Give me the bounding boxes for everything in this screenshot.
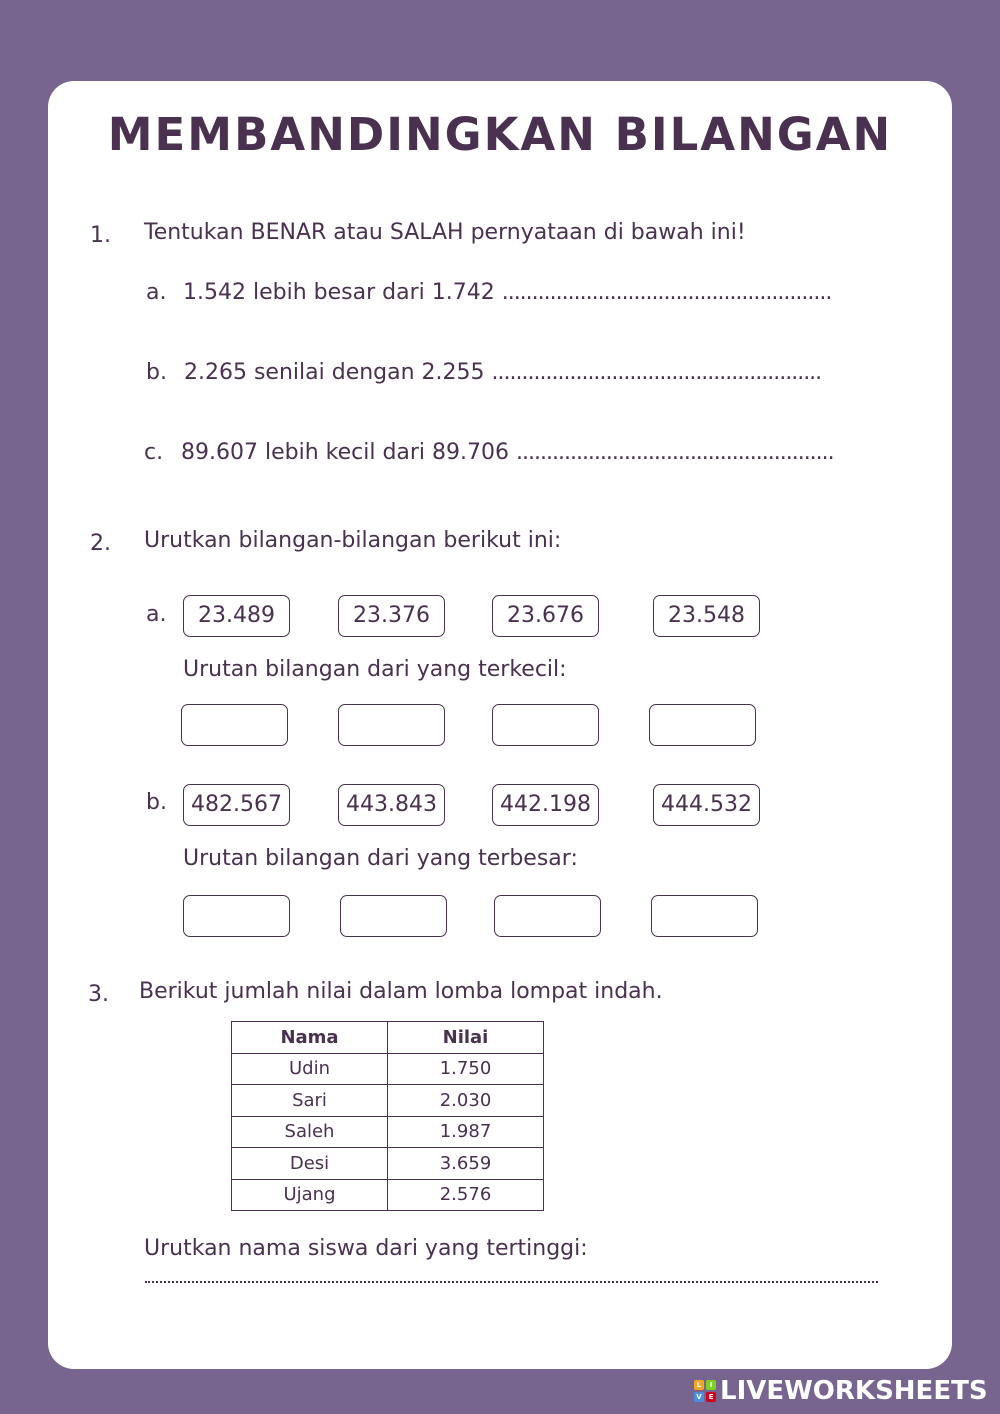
table-cell-name: Sari [232,1085,388,1117]
q2b-number-box: 443.843 [338,784,445,826]
q3-prompt: Berikut jumlah nilai dalam lomba lompat indah. [139,979,663,1004]
q1-item-a-answer-line[interactable]: ....................................................... [501,280,832,305]
q2a-answer-box-4[interactable] [649,704,756,746]
q2b-label: b. [146,790,167,815]
q2-prompt: Urutkan bilangan-bilangan berikut ini: [144,528,562,553]
q1-item-c-text: 89.607 lebih kecil dari 89.706 [181,440,510,465]
q1-number: 1. [90,223,111,248]
table-row [232,1116,544,1148]
table-cell-score: 2.576 [388,1179,544,1211]
q1-item-b-label: b. [146,360,167,385]
q3-number: 3. [88,982,109,1007]
table-cell-score: 1.750 [388,1053,544,1085]
logo-icon [694,1380,716,1402]
q2b-answer-box-4[interactable] [651,895,758,937]
table-cell-name: Desi [232,1148,388,1180]
logo-letter: E [706,1392,716,1402]
logo-letter: L [694,1380,704,1390]
logo-letter: I [706,1380,716,1390]
table-cell-score: 3.659 [388,1148,544,1180]
q1-item-b-statement [184,360,821,385]
q2a-number-box: 23.376 [338,595,445,637]
table-header-row [232,1022,544,1054]
q1-item-a-text: 1.542 lebih besar dari 1.742 [183,280,495,305]
q2a-answer-box-2[interactable] [338,704,445,746]
table-header-score: Nilai [388,1022,544,1054]
table-cell-score: 2.030 [388,1085,544,1117]
q2a-answer-box-1[interactable] [181,704,288,746]
page-title: MEMBANDINGKAN BILANGAN [107,108,893,161]
q2b-instruction: Urutan bilangan dari yang terbesar: [183,846,578,871]
q3-answer-line[interactable] [145,1281,878,1283]
table-row [232,1179,544,1211]
q2b-number-box: 482.567 [183,784,290,826]
q2b-answer-box-2[interactable] [340,895,447,937]
q2a-instruction: Urutan bilangan dari yang terkecil: [183,657,567,682]
table-cell-name: Ujang [232,1179,388,1211]
q1-item-b-answer-line[interactable]: ....................................................... [491,360,822,385]
q2a-answer-box-3[interactable] [492,704,599,746]
q3-instruction: Urutkan nama siswa dari yang tertinggi: [144,1236,588,1261]
table-cell-score: 1.987 [388,1116,544,1148]
table-cell-name: Saleh [232,1116,388,1148]
q2a-label: a. [146,602,167,627]
liveworksheets-logo [694,1374,988,1408]
table-header-name: Nama [232,1022,388,1054]
q1-prompt: Tentukan BENAR atau SALAH pernyataan di bawah ini! [144,220,746,245]
q1-item-c-statement [181,440,834,465]
q2a-number-box: 23.676 [492,595,599,637]
logo-text: LIVEWORKSHEETS [720,1376,988,1406]
q2a-number-box: 23.489 [183,595,290,637]
q2a-number-box: 23.548 [653,595,760,637]
q1-item-a-label: a. [146,280,167,305]
table-row [232,1148,544,1180]
q2-number: 2. [90,531,111,556]
table-row [232,1085,544,1117]
q1-item-c-answer-line[interactable]: ..................................................... [516,440,834,465]
table-row [232,1053,544,1085]
q1-item-c-label: c. [144,440,164,465]
q1-item-b-text: 2.265 senilai dengan 2.255 [184,360,485,385]
q2b-number-box: 442.198 [492,784,599,826]
q1-item-a-statement [183,280,831,305]
q2b-number-box: 444.532 [653,784,760,826]
q2b-answer-box-1[interactable] [183,895,290,937]
table-cell-name: Udin [232,1053,388,1085]
logo-letter: V [694,1392,704,1402]
q2b-answer-box-3[interactable] [494,895,601,937]
score-table [231,1021,544,1211]
